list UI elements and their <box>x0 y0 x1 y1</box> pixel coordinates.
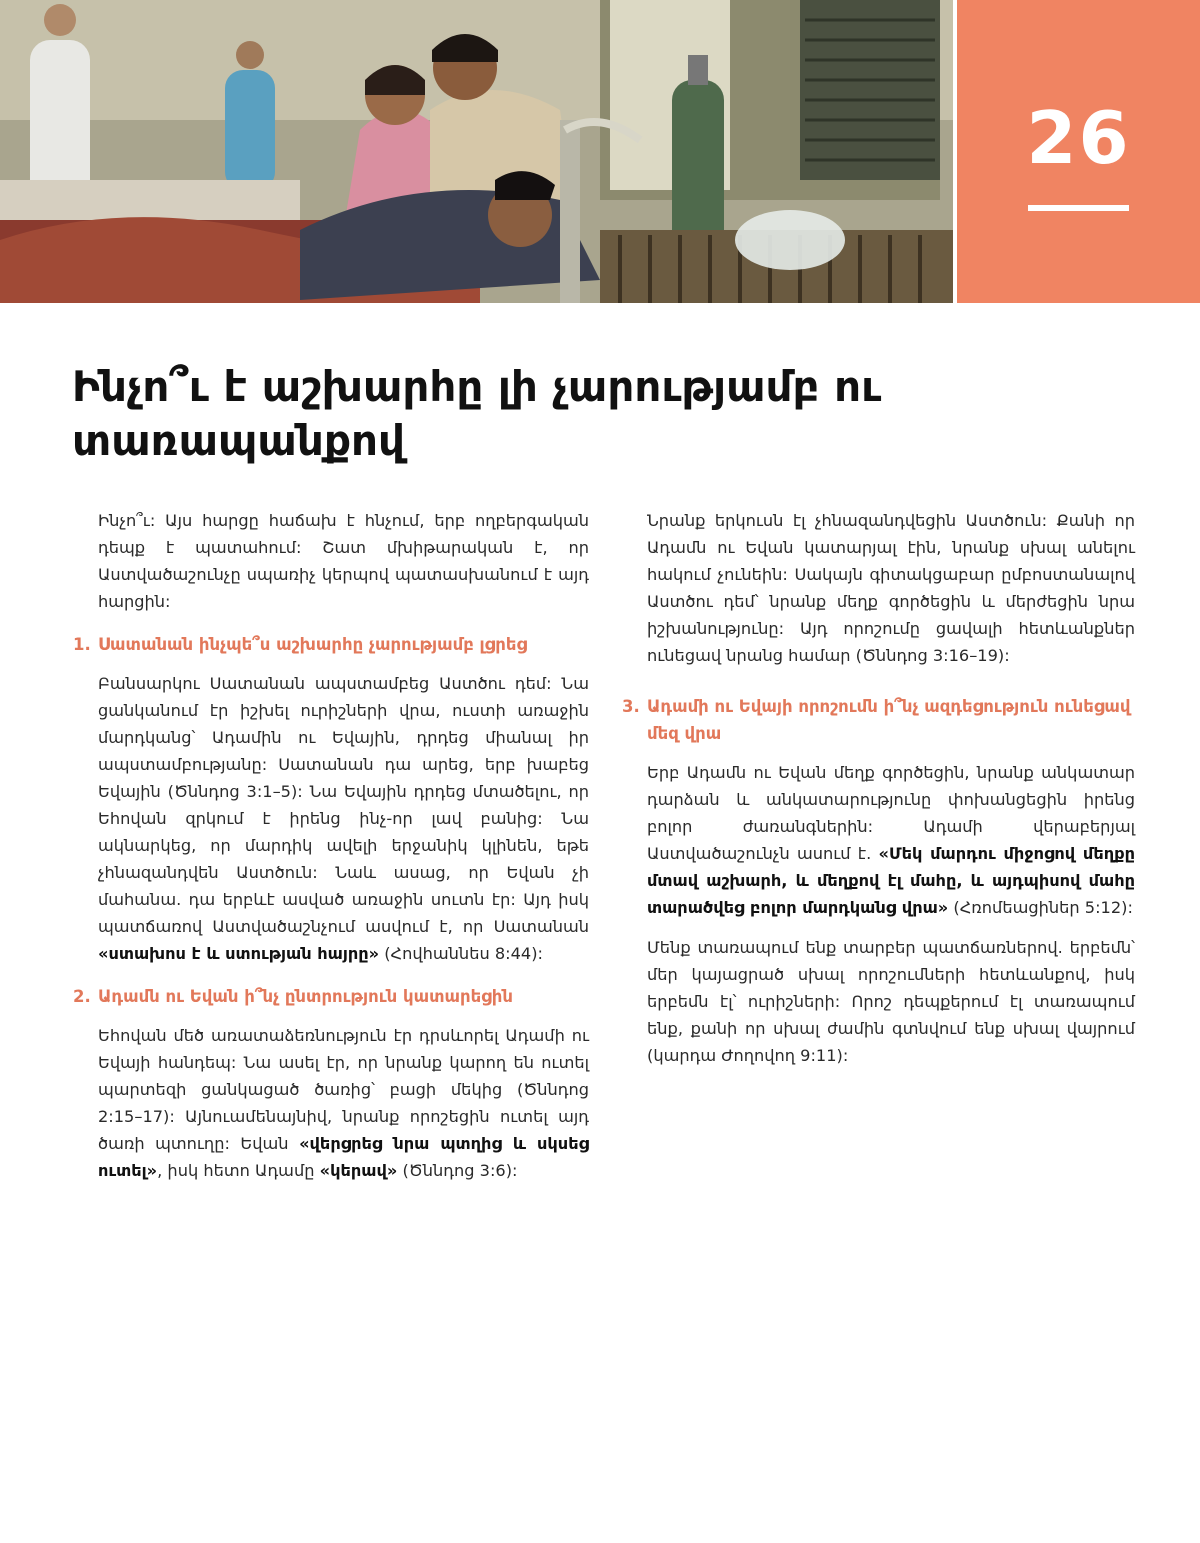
text-run: (Ծննդոց 3:6): <box>397 1161 518 1180</box>
section-1-paragraph <box>98 670 589 967</box>
section-2-heading <box>73 983 589 1010</box>
badge-underline <box>1028 205 1129 211</box>
bold-quote: «ստախոս է և ստության հայրը» <box>98 944 380 963</box>
lesson-number: 26 <box>1026 96 1131 180</box>
section-3-number: 3. <box>622 697 640 716</box>
bold-quote: «կերավ» <box>319 1161 398 1180</box>
section-1-heading <box>73 631 589 658</box>
section-3-paragraph-2: Մենք տառապում ենք տարբեր պատճառներով. երբեմն՝ մեր կայացրած սխալ որոշումների հետևանքով, իսկ երբեմն էլ՝ ուրիշների: Որոշ դեպքերում էլ տառապում ենք, քանի որ սխալ ժամին գտնվում ենք սխալ վայրում (կարդա Ժողովող 9:11): <box>647 938 1135 1065</box>
text-run: Բանսարկու Սատանան ապստամբեց Աստծու դեմ: Նա ցանկանում էր իշխել ուրիշների վրա, ուստի առաջին մարդկանց՝ Ադամին ու Եվային, դրդեց միանալ իր ապստամբությանը: Սատանան դա արեց, երբ խաբեց Եվային (Ծննդոց 3:1–5): Նա Եվային դրդեց մտածելու, որ Եհովան զրկում է իրենց ինչ-որ լավ բանից: Նա ակնարկեց, որ մարդիկ ավելի երջանիկ կլինեն, եթե չհնազանդվեն Աստծուն: Նաև ասաց, որ Եվան չի մահանա. դա երբևէ ասված առաջին սուտն էր: Այդ իսկ պատճառով Աստվածաշնչում ասվում է, որ Սատանան <box>98 674 589 936</box>
section-1-number: 1. <box>73 635 91 654</box>
bold-quote: «Մեկ մարդու միջոցով մեղքը մտավ աշխարհ, և մեղքով էլ մահը, և այդպիսով մահը տարածվեց բոլոր մարդկանց վրա» <box>647 844 1135 917</box>
left-column <box>73 507 589 1197</box>
section-2-number: 2. <box>73 987 91 1006</box>
page-title: Ինչո՞ւ է աշխարհը լի չարությամբ ու տառապանքով <box>72 362 882 465</box>
text-run: Երբ Ադամն ու Եվան մեղք գործեցին, նրանք անկատար դարձան և անկատարությունը փոխանցեցին իրենց բոլոր ժառանգներին: Ադամի վերաբերյալ Աստվածաշունչն ասում է. <box>647 763 1135 863</box>
lesson-badge <box>957 0 1200 303</box>
text-run: , իսկ հետո Ադամը <box>157 1161 320 1180</box>
right-column <box>622 507 1135 1082</box>
section-2-paragraph <box>98 1022 589 1184</box>
hospital-photo <box>0 0 953 303</box>
hospital-scene-illustration <box>0 0 953 303</box>
bold-quote: «վերցրեց նրա պտղից և սկսեց ուտել» <box>98 1134 589 1180</box>
section-1-title: Սատանան ինչպե՞ս աշխարհը չարությամբ լցրեց <box>98 635 528 654</box>
section-3-heading <box>622 693 1135 747</box>
text-run: (Հովհաննես 8:44): <box>379 944 543 963</box>
section-2-continued-paragraph: Նրանք երկուսն էլ չհնազանդվեցին Աստծուն: Քանի որ Ադամն ու Եվան կատարյալ էին, նրանք սխալ անելու հակում չունեին: Սակայն գիտակցաբար ըմբոստանալով Աստծու դեմ՝ նրանք մեղք գործեցին և մերժեցին նրա իշխանությունը: Այդ որոշումը ցավալի հետևանքներ ունեցավ նրանց համար (Ծննդոց 3:16–19): <box>647 511 1135 665</box>
section-3-paragraph <box>647 759 1135 921</box>
section-3-title: Ադամի ու Եվայի որոշումն ի՞նչ ազդեցություն ունեցավ մեզ վրա <box>647 697 1131 743</box>
intro-paragraph: Ինչո՞ւ: Այս հարցը հաճախ է հնչում, երբ ողբերգական դեպք է պատահում: Շատ մխիթարական է, որ Աստվածաշունչը սպառիչ կերպով պատասխանում է այդ հարցին: <box>98 511 589 611</box>
text-run: (Հռոմեացիներ 5:12): <box>948 898 1133 917</box>
section-2-title: Ադամն ու Եվան ի՞նչ ընտրություն կատարեցին <box>98 987 513 1006</box>
text-run: Եհովան մեծ առատաձեռնություն էր դրսևորել Ադամի ու Եվայի հանդեպ: Նա ասել էր, որ նրանք կարող են ուտել պարտեզի ցանկացած ծառից՝ բացի մեկից (Ծննդոց 2:15–17): Այնուամենայնիվ, նրանք որոշեցին ուտել այդ ծառի պտուղը: Եվան <box>98 1026 589 1153</box>
